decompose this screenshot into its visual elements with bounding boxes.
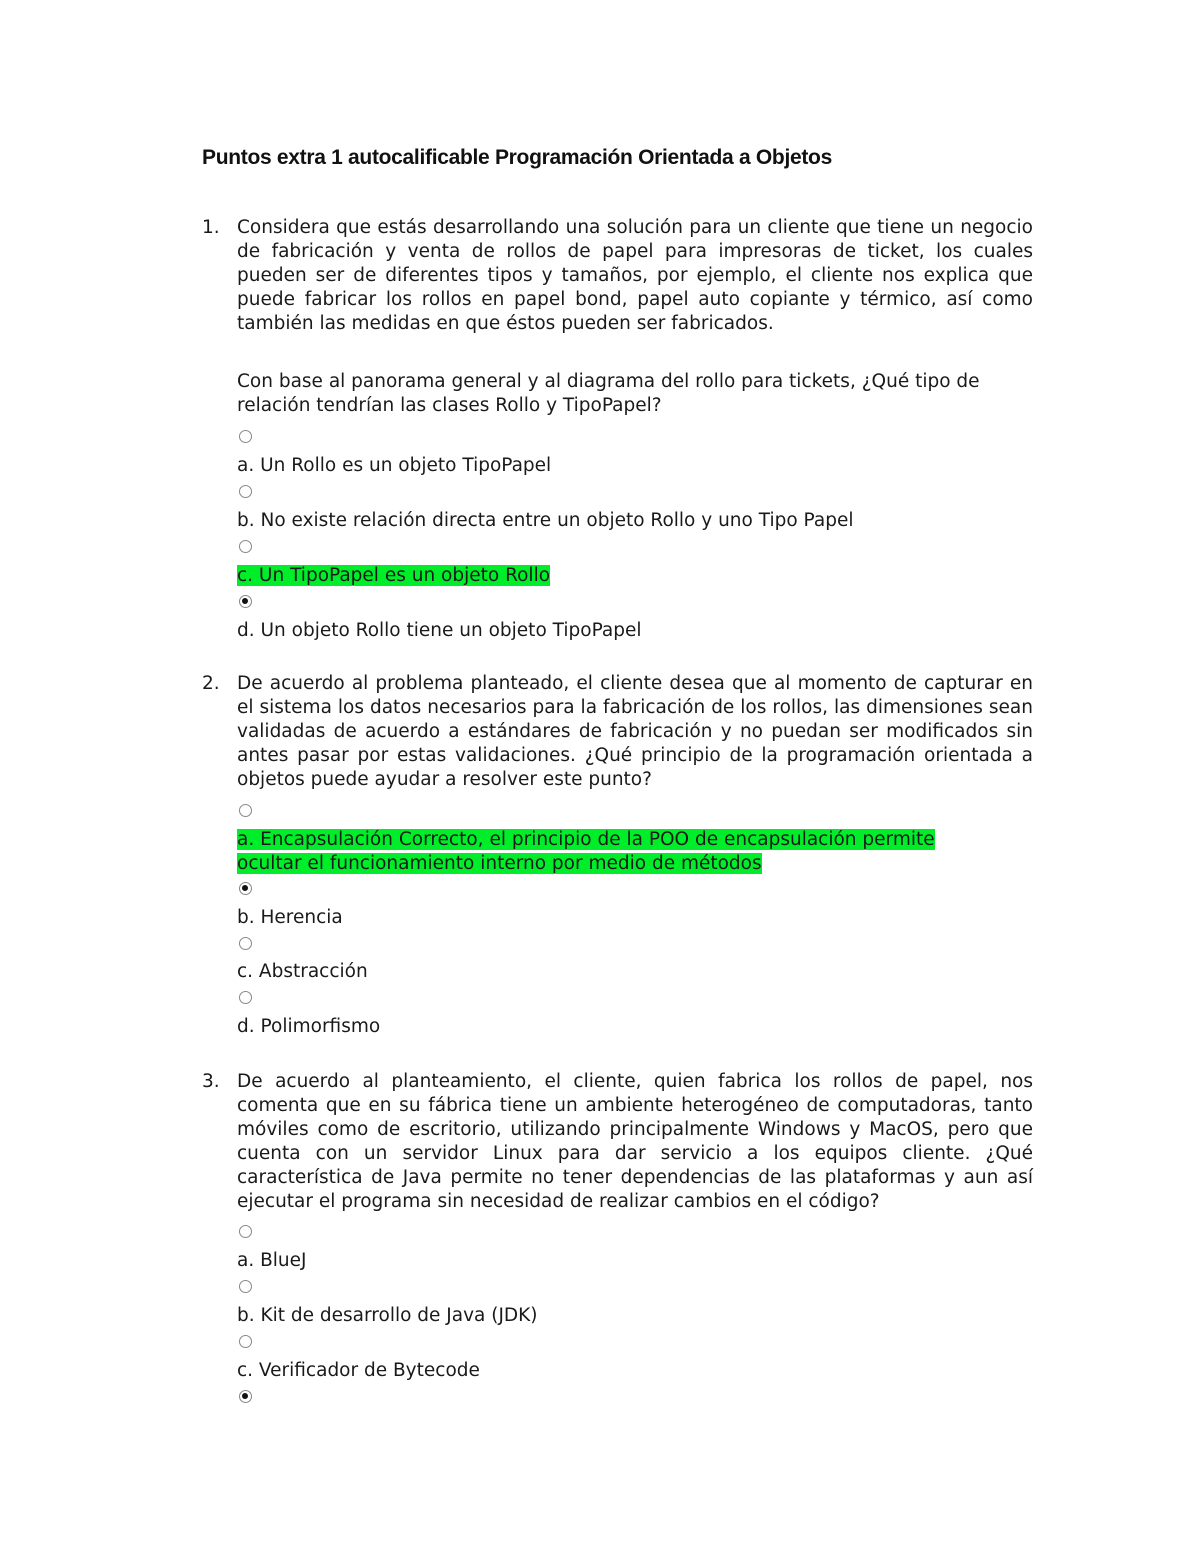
question-prompt: Con base al panorama general y al diagrama del rollo para tickets, ¿Qué tipo de relación tendrían las clases Rollo y TipoPapel? (237, 371, 980, 416)
radio-option-c[interactable] (239, 937, 252, 950)
radio-option-c[interactable] (239, 540, 252, 553)
option-label-a (237, 828, 997, 876)
radio-option-a[interactable] (239, 1225, 252, 1238)
question-number: 3. (202, 1071, 220, 1092)
option-label-b: b. Herencia (237, 907, 343, 928)
radio-option-b[interactable] (239, 1280, 252, 1293)
question-text: De acuerdo al planteamiento, el cliente, quien fabrica los rollos de papel, nos comenta que en su fábrica tiene un ambiente heterogéneo de computadoras, tanto móviles como de escritorio, utilizando principalmente Windows y MacOS, pero que cuenta con un servidor Linux para dar servicio a los equipos cliente. ¿Qué característica de Java permite no tener dependencias de las plataformas y aun así ejecutar el programa sin necesidad de realizar cambios en el código? (237, 1071, 1033, 1212)
radio-option-d[interactable] (239, 991, 252, 1004)
question-text: Considera que estás desarrollando una solución para un cliente que tiene un negocio de fabricación y venta de rollos de papel para impresoras de ticket, los cuales pueden ser de diferentes tipos y tamaños, por ejemplo, el cliente nos explica que puede fabricar los rollos en papel bond, papel auto copiante y térmico, así como también las medidas en que éstos pueden ser fabricados. (237, 217, 1033, 334)
radio-option-a[interactable] (239, 430, 252, 443)
option-label-a: a. BlueJ (237, 1250, 307, 1271)
answer-highlight: a. Encapsulación Correcto, el principio de la POO de encapsulación permite ocultar el funcionamiento interno por medio de métodos (237, 829, 935, 874)
radio-option-b-selected[interactable] (239, 882, 252, 895)
option-label-b: b. Kit de desarrollo de Java (JDK) (237, 1305, 538, 1326)
radio-option-d-selected[interactable] (239, 1390, 252, 1403)
option-label-c (237, 564, 550, 588)
option-label-c: c. Abstracción (237, 961, 368, 982)
page-title: Puntos extra 1 autocalificable Programación Orientada a Objetos (202, 146, 832, 169)
option-label-c: c. Verificador de Bytecode (237, 1360, 480, 1381)
radio-option-d-selected[interactable] (239, 595, 252, 608)
radio-option-a[interactable] (239, 804, 252, 817)
question-number: 1. (202, 217, 220, 238)
answer-highlight: c. Un TipoPapel es un objeto Rollo (237, 565, 551, 586)
option-label-d: d. Polimorfismo (237, 1016, 381, 1037)
radio-option-c[interactable] (239, 1335, 252, 1348)
question-text: De acuerdo al problema planteado, el cliente desea que al momento de capturar en el sistema los datos necesarios para la fabricación de los rollos, las dimensiones sean validadas de acuerdo a estándares de fabricación y no puedan ser modificados sin antes pasar por estas validaciones. ¿Qué principio de la programación orientada a objetos puede ayudar a resolver este punto? (237, 673, 1033, 790)
question-number: 2. (202, 673, 220, 694)
radio-option-b[interactable] (239, 485, 252, 498)
option-label-d: d. Un objeto Rollo tiene un objeto TipoPapel (237, 620, 642, 641)
option-label-b: b. No existe relación directa entre un objeto Rollo y uno Tipo Papel (237, 510, 854, 531)
option-label-a: a. Un Rollo es un objeto TipoPapel (237, 455, 552, 476)
